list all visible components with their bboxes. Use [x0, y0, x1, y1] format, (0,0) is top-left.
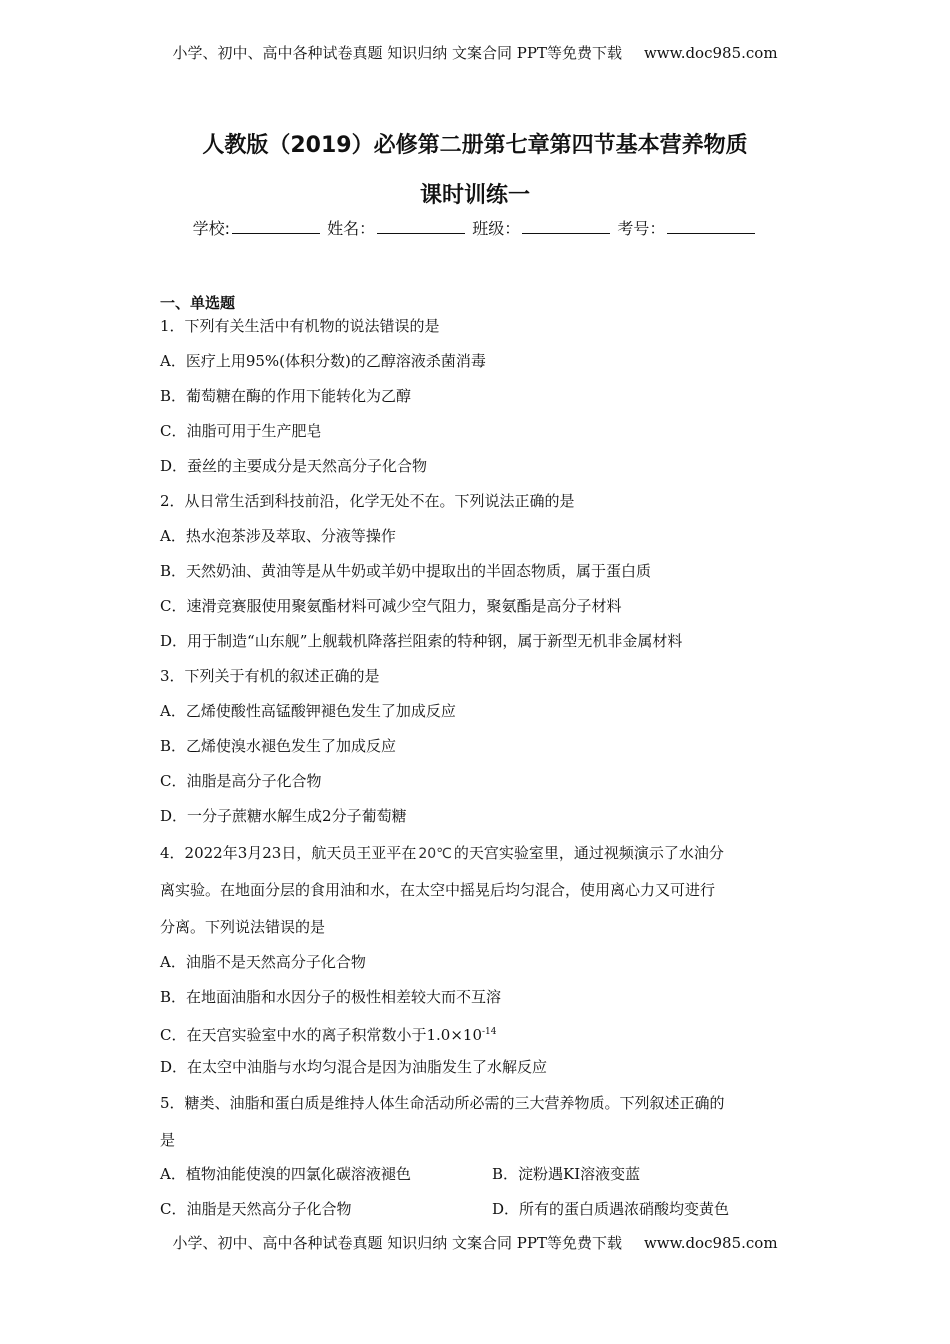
- q3-option-d: D．一分子蔗糖水解生成2分子葡萄糖: [160, 807, 407, 825]
- exam-no-label: 考号：: [617, 219, 666, 238]
- q4-stem-pre: 4．2022年3月23日，航天员王亚平在: [160, 844, 417, 862]
- q4-option-c-text: C．在天宫实验室中水的离子积常数小于1.0×10: [160, 1026, 482, 1044]
- q4-option-c-exponent: -14: [482, 1027, 497, 1037]
- footer-url[interactable]: www.doc985.com: [643, 1234, 778, 1252]
- q1-option-c: C．油脂可用于生产肥皂: [160, 422, 322, 440]
- temperature-value: 20℃: [418, 846, 452, 862]
- page-header: [0, 42, 950, 63]
- q1-option-b: B．葡萄糖在酶的作用下能转化为乙醇: [160, 387, 412, 405]
- q1-option-a: A．医疗上用95%(体积分数)的乙醇溶液杀菌消毒: [160, 352, 486, 370]
- q4-option-a: A．油脂不是天然高分子化合物: [160, 953, 366, 971]
- q3-option-a: A．乙烯使酸性高锰酸钾褪色发生了加成反应: [160, 702, 456, 720]
- q2-option-b: B．天然奶油、黄油等是从牛奶或羊奶中提取出的半固态物质，属于蛋白质: [160, 562, 652, 580]
- q4-stem-line1: [160, 843, 724, 864]
- header-text: 小学、初中、高中各种试卷真题 知识归纳 文案合同 PPT等免费下载: [172, 44, 622, 62]
- exam-no-blank[interactable]: [667, 219, 755, 234]
- footer-text: 小学、初中、高中各种试卷真题 知识归纳 文案合同 PPT等免费下载: [172, 1234, 622, 1252]
- q2-option-c: C．速滑竞赛服使用聚氨酯材料可减少空气阻力，聚氨酯是高分子材料: [160, 597, 622, 615]
- q4-option-c: [160, 1022, 497, 1045]
- q5-stem-line1: 5．糖类、油脂和蛋白质是维持人体生命活动所必需的三大营养物质。下列叙述正确的: [160, 1094, 725, 1112]
- class-label: 班级：: [472, 219, 521, 238]
- name-blank[interactable]: [377, 219, 465, 234]
- q4-stem-line2: 离实验。在地面分层的食用油和水，在太空中摇晃后均匀混合，使用离心力又可进行: [160, 881, 716, 899]
- section-heading: 一、单选题: [160, 294, 236, 312]
- page-subtitle: 课时训练一: [419, 183, 530, 208]
- q3-stem: 3．下列关于有机的叙述正确的是: [160, 667, 380, 685]
- q4-stem-line3: 分离。下列说法错误的是: [160, 918, 326, 936]
- q2-stem: 2．从日常生活到科技前沿，化学无处不在。下列说法正确的是: [160, 492, 575, 510]
- class-blank[interactable]: [522, 219, 610, 234]
- school-blank[interactable]: [232, 219, 320, 234]
- q5-option-b: B．淀粉遇KI溶液变蓝: [492, 1165, 641, 1183]
- school-label: 学校:: [192, 219, 231, 238]
- q4-option-b: B．在地面油脂和水因分子的极性相差较大而不互溶: [160, 988, 502, 1006]
- q5-option-d: D．所有的蛋白质遇浓硝酸均变黄色: [492, 1200, 730, 1218]
- q2-option-a: A．热水泡茶涉及萃取、分液等操作: [160, 527, 396, 545]
- page-title: 人教版（2019）必修第二册第七章第四节基本营养物质: [202, 133, 748, 158]
- student-info-row: [0, 216, 950, 239]
- q5-option-a: A．植物油能使溴的四氯化碳溶液褪色: [160, 1165, 411, 1183]
- q3-option-b: B．乙烯使溴水褪色发生了加成反应: [160, 737, 397, 755]
- header-url[interactable]: www.doc985.com: [643, 44, 778, 62]
- q4-option-d: D．在太空中油脂与水均匀混合是因为油脂发生了水解反应: [160, 1058, 548, 1076]
- q4-stem-post: 的天宫实验室里，通过视频演示了水油分: [453, 844, 724, 862]
- q2-option-d: D．用于制造“山东舰”上舰载机降落拦阻索的特种钢，属于新型无机非金属材料: [160, 632, 683, 650]
- q1-option-d: D．蚕丝的主要成分是天然高分子化合物: [160, 457, 428, 475]
- name-label: 姓名：: [327, 219, 376, 238]
- page-footer: [0, 1232, 950, 1253]
- q3-option-c: C．油脂是高分子化合物: [160, 772, 322, 790]
- q5-stem-line2: 是: [160, 1131, 176, 1149]
- q5-option-c: C．油脂是天然高分子化合物: [160, 1200, 352, 1218]
- q1-stem: 1．下列有关生活中有机物的说法错误的是: [160, 317, 440, 335]
